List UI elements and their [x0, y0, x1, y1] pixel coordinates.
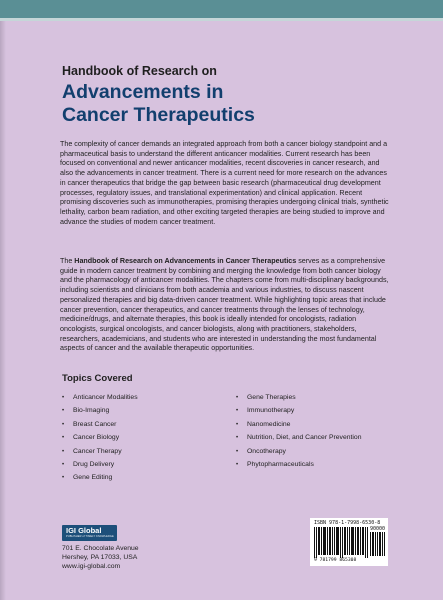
topic-label: Gene Therapies: [247, 394, 296, 401]
igi-global-logo: [62, 525, 117, 541]
book-title: [62, 81, 402, 127]
topic-item: [236, 458, 361, 471]
book-title-line-2: Cancer Therapeutics: [62, 104, 255, 126]
address-street: 701 E. Chocolate Avenue: [62, 545, 139, 552]
topic-item: [236, 431, 361, 444]
topic-label: Cancer Therapy: [73, 447, 122, 455]
topic-label: Bio-Imaging: [73, 407, 110, 415]
isbn-barcode: [310, 518, 388, 566]
bullet-icon: •: [62, 435, 65, 442]
topic-label: Anticancer Modalities: [73, 394, 138, 401]
topic-item: [236, 445, 361, 458]
topics-heading: Topics Covered: [62, 373, 133, 384]
topic-item: [62, 418, 138, 431]
topics-list-left: [62, 391, 138, 485]
bullet-icon: •: [62, 395, 65, 401]
logo-wordmark: IGI Global: [66, 526, 102, 535]
logo-tagline: PUBLISHER of TIMELY KNOWLEDGE: [66, 535, 114, 538]
topic-item: [236, 391, 361, 404]
bullet-icon: •: [236, 408, 239, 415]
barcode-addon-bars-icon: [370, 532, 385, 556]
topic-label: Nanomedicine: [247, 420, 291, 428]
topic-label: Phytopharmaceuticals: [247, 460, 314, 468]
book-title-line-1: Advancements in: [62, 81, 224, 103]
topic-item: [62, 445, 138, 458]
topic-label: Oncotherapy: [247, 447, 286, 455]
address-city: Hershey, PA 17033, USA: [62, 553, 138, 561]
topic-label: Cancer Biology: [73, 434, 120, 442]
topic-label: Breast Cancer: [73, 420, 117, 428]
topic-item: [62, 431, 138, 444]
paragraph-2-lead: The: [60, 257, 75, 265]
topic-label: Drug Delivery: [73, 460, 115, 468]
bullet-icon: •: [236, 395, 239, 401]
topic-label: Gene Editing: [73, 474, 113, 482]
barcode-bars-icon: [314, 527, 368, 558]
bullet-icon: •: [62, 408, 65, 415]
bullet-icon: •: [62, 448, 65, 455]
description-paragraph-1: The complexity of cancer demands an integrated approach from both a cancer biology standpoint and a pharmaceutical basis to understand the different anticancer modalities. Current research has been focused on conventional and newer anticancer modalities, recent discoveries in cancer research, and also the advancements in cancer treatment. There is a current need for more research on the advances in cancer therapeutics that bridge the gap between basic research (pharmaceutical drug development processes, regulatory issues, and translational experimentation) and clinical application. Recent promising discoveries such as immunotherapies, promising therapies undergoing clinical trials, synthetic lethality, carbon beam radiation, and other exciting targeted therapies are being studied to improve and advance the studies of modern cancer treatment.: [60, 140, 389, 226]
topic-label: Immunotherapy: [247, 407, 295, 415]
cover-header: [62, 64, 402, 127]
series-title: Handbook of Research on: [62, 64, 217, 78]
top-color-band: [0, 0, 443, 18]
paragraph-2-body: serves as a comprehensive guide in modern cancer treatment by combining and merging the knowledge from both cancer biology and the pharmacology of anticancer modalities. The chapters come from multi-disciplinary backgrounds, including scientists and clinicians from both academia and various industries, to discuss nascent personalized therapies and big data-driven cancer treatment. While highlighting topic areas that include cancer prevention, cancer therapeutics, and cancer treatments through the lenses of technology, medicine/drugs, and alternate therapies, this book is ideally intended for oncologists, radiation oncologists, surgical oncologists, and cancer biologists, along with practitioners, stakeholders, researchers, academicians, and students who are interested in understanding the most fundamental aspects of cancer and the available therapeutic opportunities.: [60, 257, 389, 353]
bullet-icon: •: [236, 461, 239, 468]
top-band-edge: [0, 18, 443, 21]
price-code: 90000: [370, 526, 386, 532]
topic-label: Nutrition, Diet, and Cancer Prevention: [247, 434, 362, 442]
paragraph-2-book-title: Handbook of Research on Advancements in Cancer Therapeutics: [74, 257, 297, 265]
topics-list-right: [236, 391, 361, 471]
isbn-number: ISBN 978-1-7998-6530-8: [314, 520, 381, 526]
topic-item: [62, 404, 138, 417]
publisher-address: [62, 545, 139, 571]
description-paragraph-2: [60, 257, 390, 354]
bullet-icon: •: [236, 448, 239, 455]
bullet-icon: •: [62, 461, 65, 468]
topic-item: [62, 391, 138, 404]
bullet-icon: •: [236, 435, 239, 442]
bullet-icon: •: [62, 475, 65, 482]
publisher-website: www.igi-global.com: [62, 562, 121, 570]
topic-item: [62, 458, 138, 471]
barcode-digits: 9 781799 865308: [314, 558, 357, 563]
topic-item: [62, 471, 138, 484]
topic-item: [236, 418, 361, 431]
bullet-icon: •: [62, 421, 65, 428]
spine-shadow: [0, 21, 6, 600]
bullet-icon: •: [236, 421, 239, 428]
topic-item: [236, 404, 361, 417]
